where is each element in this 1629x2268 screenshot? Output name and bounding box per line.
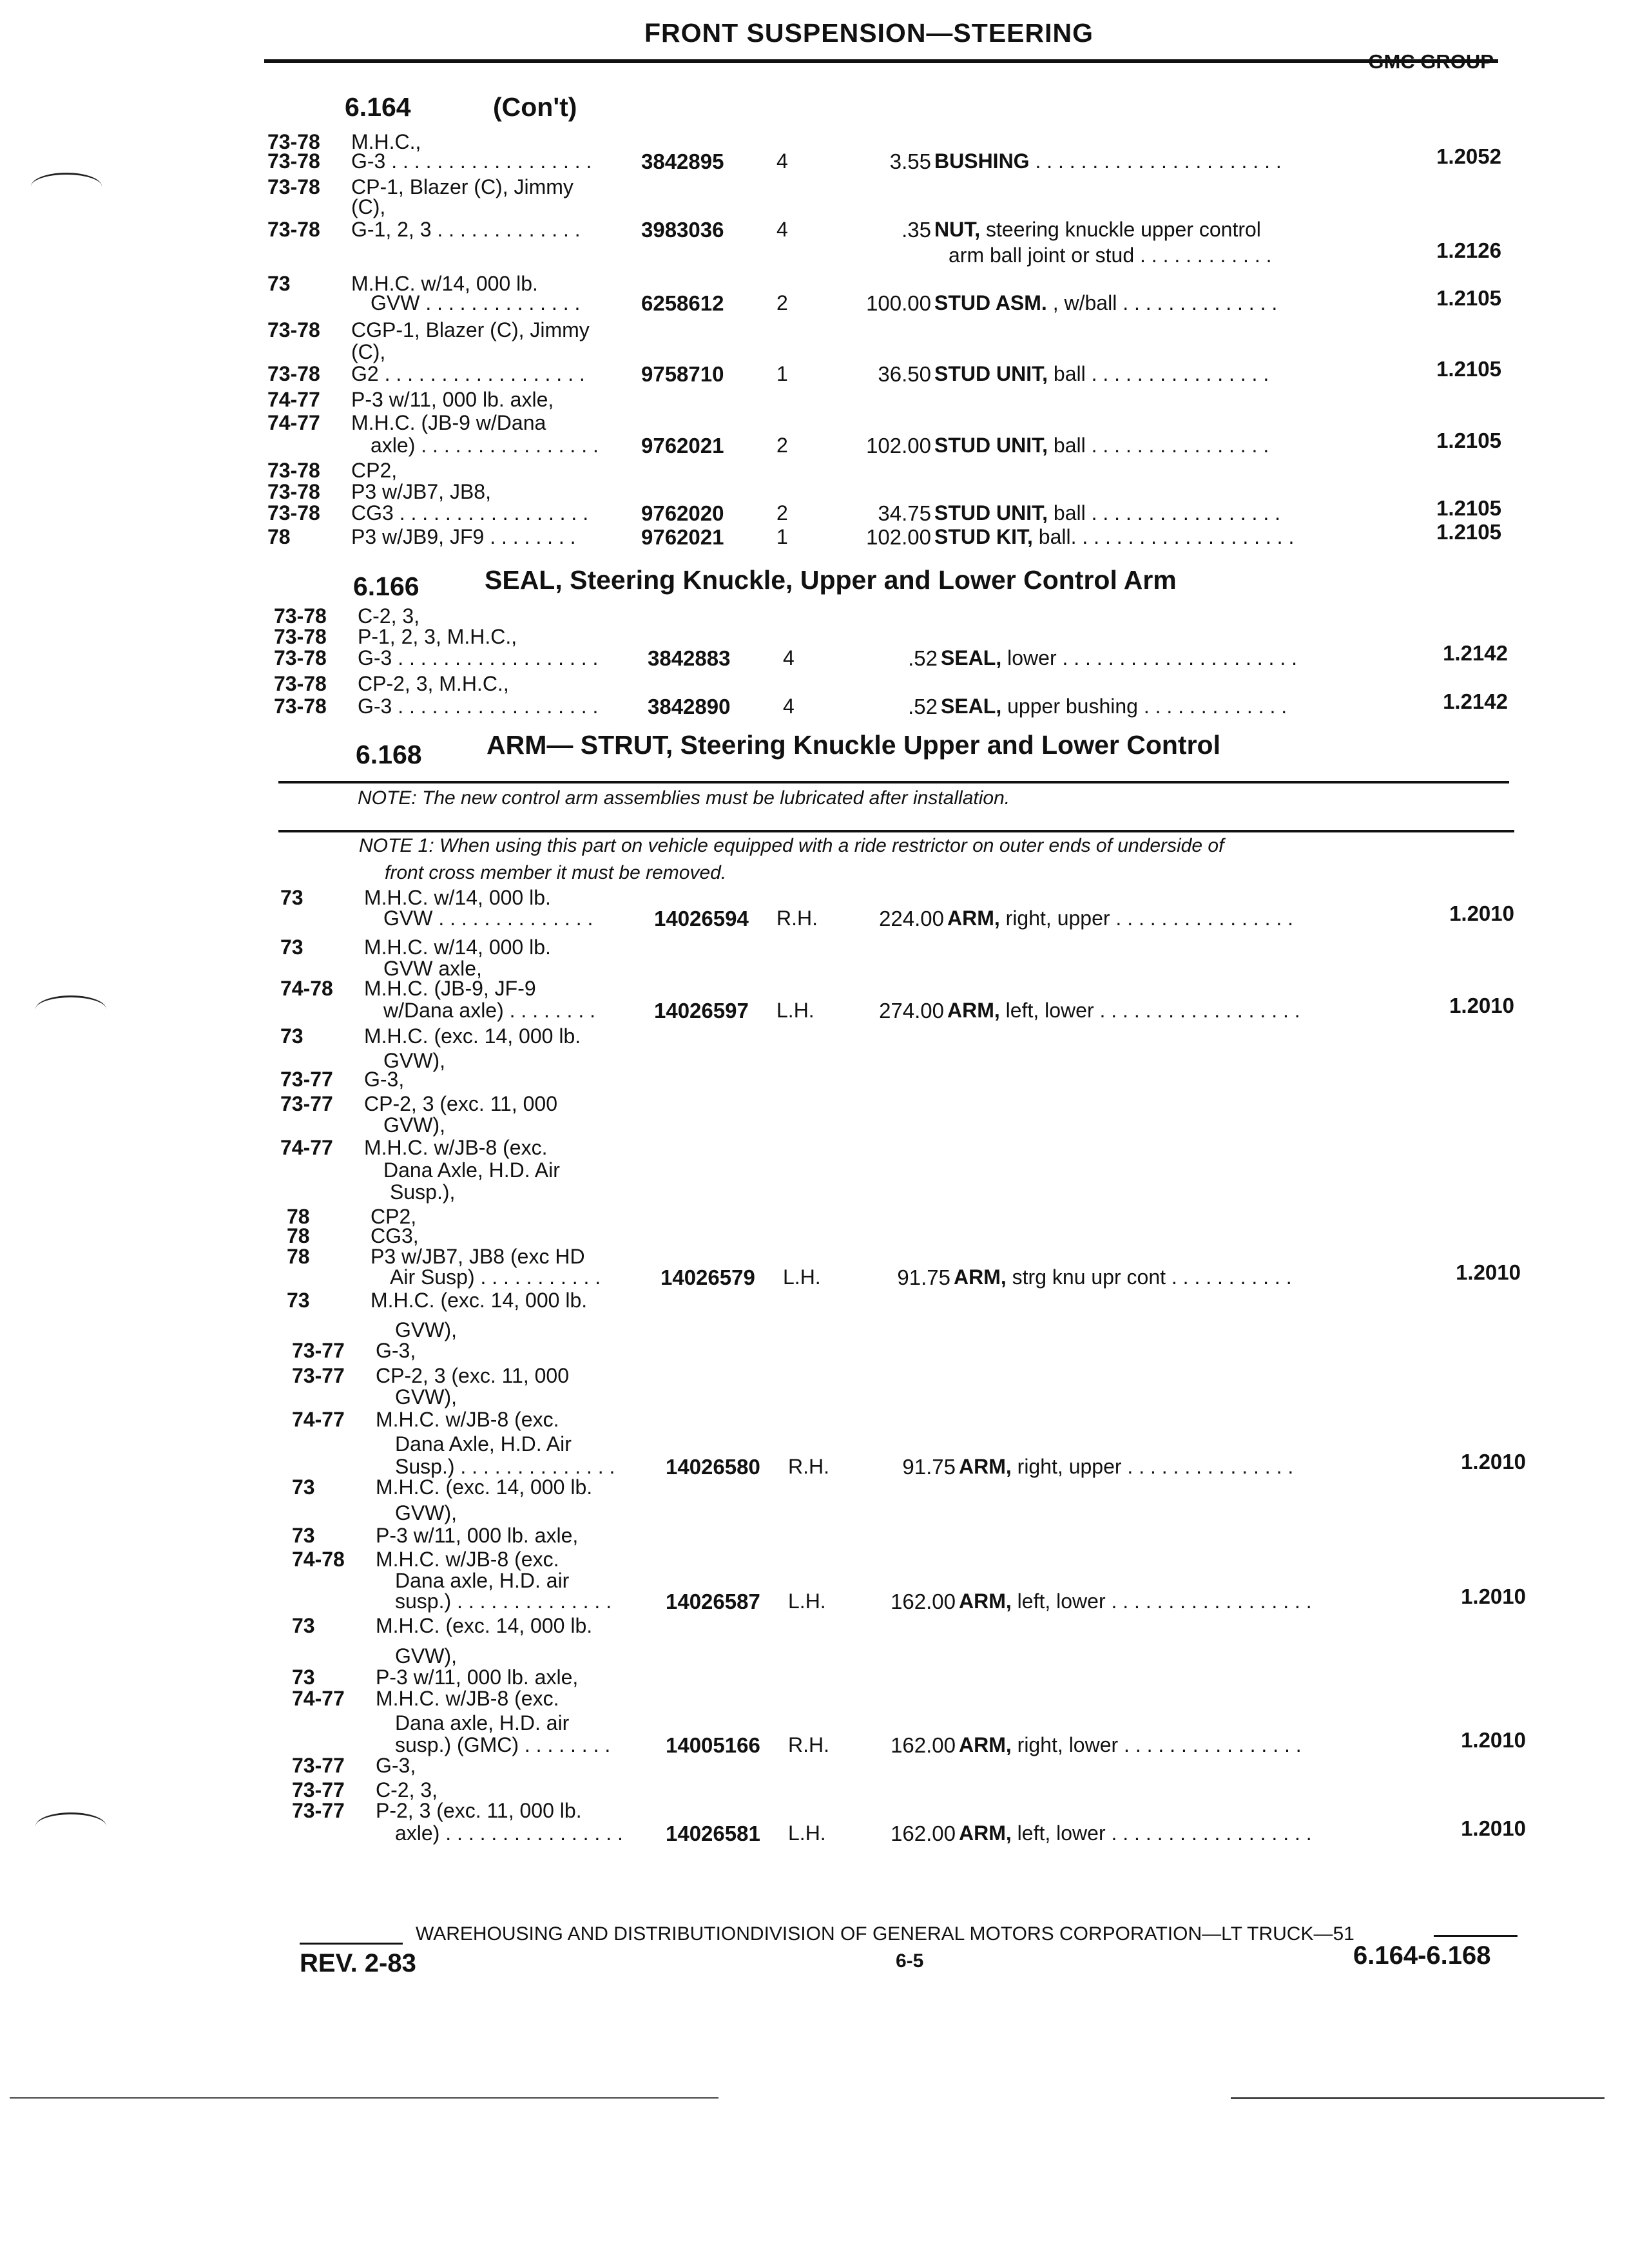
part-name-detail: right, lower . . . . . . . . . . . . . . . . xyxy=(1011,1733,1302,1756)
part-number: 14005166 xyxy=(666,1733,760,1757)
side-indicator: L.H. xyxy=(776,999,815,1022)
group-number: 1.2105 xyxy=(1436,496,1501,520)
vehicle-description: M.H.C. (exc. 14, 000 lb. xyxy=(371,1289,588,1312)
list-price: 162.00 xyxy=(891,1733,956,1757)
list-price: 162.00 xyxy=(891,1590,956,1613)
list-price: 3.55 xyxy=(889,149,931,173)
part-name-detail: right, upper . . . . . . . . . . . . . . . xyxy=(1011,1455,1294,1478)
section-number: 6.166 xyxy=(353,572,419,601)
group-number: 1.2010 xyxy=(1456,1260,1521,1284)
model-year: 73-78 xyxy=(267,501,320,524)
vehicle-description: axle) . . . . . . . . . . . . . . . . xyxy=(395,1821,623,1845)
part-number: 3983036 xyxy=(641,218,724,242)
part-name-detail: steering knuckle upper control xyxy=(980,218,1261,241)
vehicle-description: M.H.C. w/JB-8 (exc. xyxy=(376,1408,559,1431)
model-year: 73-77 xyxy=(292,1754,345,1777)
model-year: 73-77 xyxy=(280,1092,333,1115)
note-text: front cross member it must be removed. xyxy=(385,862,727,883)
model-year: 73-78 xyxy=(267,362,320,385)
model-year: 74-77 xyxy=(267,388,320,411)
vehicle-description: G-3 . . . . . . . . . . . . . . . . . . xyxy=(351,149,592,173)
part-number: 9762020 xyxy=(641,501,724,525)
side-indicator: L.H. xyxy=(788,1821,826,1845)
part-name-detail: lower . . . . . . . . . . . . . . . . . . . . . xyxy=(1001,646,1297,669)
quantity: 4 xyxy=(776,218,788,241)
part-name-detail: ball . . . . . . . . . . . . . . . . . xyxy=(1048,501,1280,524)
vehicle-description: P3 w/JB7, JB8, xyxy=(351,480,491,503)
quantity: 1 xyxy=(776,362,788,385)
part-name xyxy=(954,1265,1292,1289)
model-year: 73 xyxy=(267,272,291,295)
note-rule-bottom xyxy=(278,830,1514,832)
vehicle-description: GVW), xyxy=(395,1385,457,1408)
vehicle-description: CG3, xyxy=(371,1224,419,1247)
list-price: .35 xyxy=(901,218,931,242)
model-year: 78 xyxy=(287,1245,310,1268)
vehicle-description: G-3, xyxy=(364,1068,405,1091)
part-name xyxy=(934,149,1282,173)
vehicle-description: P-1, 2, 3, M.H.C., xyxy=(358,625,517,648)
quantity: 1 xyxy=(776,525,788,548)
model-year: 74-77 xyxy=(280,1136,333,1159)
vehicle-description: G-3, xyxy=(376,1754,416,1777)
vehicle-description: Dana axle, H.D. air xyxy=(395,1711,570,1735)
part-name-bold: STUD ASM. xyxy=(934,291,1047,314)
part-name xyxy=(934,291,1277,315)
vehicle-description: GVW), xyxy=(395,1501,457,1524)
vehicle-description: M.H.C. w/JB-8 (exc. xyxy=(376,1548,559,1571)
vehicle-description: M.H.C. (exc. 14, 000 lb. xyxy=(376,1475,593,1499)
quantity: 4 xyxy=(783,695,795,718)
vehicle-description: C-2, 3, xyxy=(358,604,420,628)
model-year: 73-78 xyxy=(267,480,320,503)
quantity: 2 xyxy=(776,501,788,524)
vehicle-description: P-3 w/11, 000 lb. axle, xyxy=(376,1524,579,1547)
list-price: 162.00 xyxy=(891,1821,956,1845)
model-year: 73-78 xyxy=(267,218,320,241)
model-year: 73-78 xyxy=(274,604,327,628)
vehicle-description: M.H.C. w/JB-8 (exc. xyxy=(376,1687,559,1710)
model-year: 73-77 xyxy=(292,1364,345,1387)
vehicle-description: susp.) (GMC) . . . . . . . . xyxy=(395,1733,611,1756)
model-year: 74-77 xyxy=(292,1408,345,1431)
part-number: 9758710 xyxy=(641,362,724,386)
part-name-detail: strg knu upr cont . . . . . . . . . . . xyxy=(1006,1265,1292,1289)
side-indicator: R.H. xyxy=(776,907,818,930)
part-name xyxy=(947,907,1293,930)
scan-edge-line xyxy=(10,2097,718,2099)
vehicle-description: M.H.C. (exc. 14, 000 lb. xyxy=(376,1614,593,1637)
group-number: 1.2010 xyxy=(1461,1728,1526,1752)
part-number: 14026594 xyxy=(654,907,749,930)
part-name-bold: SEAL, xyxy=(941,695,1002,718)
group-number: 1.2010 xyxy=(1449,994,1514,1017)
group-number: 1.2105 xyxy=(1436,357,1501,381)
vehicle-description: G-3 . . . . . . . . . . . . . . . . . . xyxy=(358,646,599,669)
list-price: 34.75 xyxy=(878,501,931,525)
side-indicator: L.H. xyxy=(788,1590,826,1613)
vehicle-description: (C), xyxy=(351,340,386,363)
group-number: 1.2126 xyxy=(1436,238,1501,262)
side-indicator: R.H. xyxy=(788,1455,829,1478)
quantity: 4 xyxy=(776,149,788,173)
part-name-bold: ARM, xyxy=(947,907,1000,930)
section-number: 6.168 xyxy=(356,740,422,769)
part-name-bold: SEAL, xyxy=(941,646,1002,669)
vehicle-description: P-3 w/11, 000 lb. axle, xyxy=(376,1666,579,1689)
part-name-bold: STUD UNIT, xyxy=(934,501,1048,524)
part-name-bold: BUSHING xyxy=(934,149,1030,173)
vehicle-description: G2 . . . . . . . . . . . . . . . . . . xyxy=(351,362,585,385)
revision: REV. 2-83 xyxy=(300,1949,416,1977)
model-year: 73-78 xyxy=(267,318,320,341)
model-year: 73-78 xyxy=(274,672,327,695)
model-year: 73 xyxy=(292,1666,315,1689)
vehicle-description: axle) . . . . . . . . . . . . . . . . xyxy=(371,434,599,457)
side-indicator: R.H. xyxy=(788,1733,829,1756)
list-price: 91.75 xyxy=(897,1265,950,1289)
part-name xyxy=(959,1733,1302,1757)
list-price: .52 xyxy=(908,695,938,718)
vehicle-description: P3 w/JB7, JB8 (exc HD xyxy=(371,1245,585,1268)
part-name-bold: ARM, xyxy=(959,1821,1012,1845)
vehicle-description: CP2, xyxy=(351,459,398,482)
quantity: 2 xyxy=(776,291,788,314)
vehicle-description: M.H.C. (JB-9 w/Dana xyxy=(351,411,546,434)
part-name-detail: left, lower . . . . . . . . . . . . . . . . . . xyxy=(1011,1590,1312,1613)
vehicle-description: M.H.C. (exc. 14, 000 lb. xyxy=(364,1024,581,1048)
list-price: 91.75 xyxy=(902,1455,956,1479)
vehicle-description: CP-2, 3, M.H.C., xyxy=(358,672,509,695)
part-number: 3842883 xyxy=(648,646,731,670)
binder-mark xyxy=(35,995,106,1023)
part-number: 3842890 xyxy=(648,695,731,718)
model-year: 73-78 xyxy=(267,175,320,198)
model-year: 73-77 xyxy=(292,1339,345,1362)
footer-rule-left xyxy=(300,1943,403,1945)
part-name xyxy=(941,646,1297,670)
part-name-detail: left, lower . . . . . . . . . . . . . . . . . . xyxy=(999,999,1300,1022)
vehicle-description: CP-2, 3 (exc. 11, 000 xyxy=(364,1092,557,1115)
part-name-bold: ARM, xyxy=(959,1455,1012,1478)
model-year: 74-77 xyxy=(292,1687,345,1710)
part-number: 14026587 xyxy=(666,1590,760,1613)
model-year: 73-78 xyxy=(274,646,327,669)
vehicle-description: M.H.C. (JB-9, JF-9 xyxy=(364,977,536,1000)
vehicle-description: Dana axle, H.D. air xyxy=(395,1569,570,1592)
vehicle-description: M.H.C. w/14, 000 lb. xyxy=(364,886,551,909)
vehicle-description: M.H.C. w/14, 000 lb. xyxy=(351,272,538,295)
part-name-detail: ball. . . . . . . . . . . . . . . . . . . . xyxy=(1032,525,1295,548)
vehicle-description: (C), xyxy=(351,195,386,218)
model-year: 73-77 xyxy=(292,1799,345,1822)
vehicle-description: Susp.), xyxy=(390,1180,456,1204)
vehicle-description: Susp.) . . . . . . . . . . . . . . xyxy=(395,1455,615,1478)
vehicle-description: G-1, 2, 3 . . . . . . . . . . . . . xyxy=(351,218,581,241)
vehicle-description: M.H.C. w/JB-8 (exc. xyxy=(364,1136,548,1159)
part-name-bold: ARM, xyxy=(959,1733,1012,1756)
model-year: 78 xyxy=(287,1205,310,1228)
part-name xyxy=(959,1821,1312,1845)
part-name-bold: STUD UNIT, xyxy=(934,362,1048,385)
vehicle-description: CG3 . . . . . . . . . . . . . . . . . xyxy=(351,501,589,524)
group-label: GMC GROUP xyxy=(1368,50,1494,73)
group-number: 1.2010 xyxy=(1449,901,1514,925)
group-number: 1.2142 xyxy=(1443,689,1508,713)
model-year: 78 xyxy=(267,525,291,548)
part-name-detail: ball . . . . . . . . . . . . . . . . xyxy=(1048,434,1269,457)
note-text: NOTE 1: When using this part on vehicle equipped with a ride restrictor on outer ends of underside of xyxy=(359,835,1224,856)
part-name xyxy=(934,501,1280,525)
part-name-bold: NUT, xyxy=(934,218,981,241)
header-rule xyxy=(264,59,1498,63)
vehicle-description: M.H.C. w/14, 000 lb. xyxy=(364,936,551,959)
group-number: 1.2105 xyxy=(1436,286,1501,310)
vehicle-description: CP-1, Blazer (C), Jimmy xyxy=(351,175,574,198)
model-year: 73 xyxy=(280,886,304,909)
part-name-detail: right, upper . . . . . . . . . . . . . . . . xyxy=(999,907,1294,930)
model-year: 74-78 xyxy=(280,977,333,1000)
part-name-bold: STUD KIT, xyxy=(934,525,1033,548)
part-name-detail: upper bushing . . . . . . . . . . . . . xyxy=(1001,695,1287,718)
section-title: ARM— STRUT, Steering Knuckle Upper and Lower Control xyxy=(487,730,1220,760)
vehicle-description: CP2, xyxy=(371,1205,417,1228)
footer-rule-right xyxy=(1434,1935,1518,1937)
part-name-bold: STUD UNIT, xyxy=(934,434,1048,457)
list-price: 100.00 xyxy=(866,291,931,315)
model-year: 73 xyxy=(292,1524,315,1547)
model-year: 73 xyxy=(287,1289,310,1312)
part-name-detail: . . . . . . . . . . . . . . . . . . . . . . xyxy=(1029,149,1282,173)
section-title: (Con't) xyxy=(493,92,577,122)
group-number: 1.2142 xyxy=(1443,641,1508,665)
note-text: NOTE: The new control arm assemblies must be lubricated after installation. xyxy=(358,787,1010,809)
part-number: 14026579 xyxy=(660,1265,755,1289)
page-number: 6-5 xyxy=(896,1950,924,1972)
part-name xyxy=(959,1590,1312,1613)
vehicle-description: P-3 w/11, 000 lb. axle, xyxy=(351,388,554,411)
part-name xyxy=(941,695,1287,718)
part-number: 9762021 xyxy=(641,525,724,549)
page-title: FRONT SUSPENSION—STEERING xyxy=(644,18,1094,48)
model-year: 73-78 xyxy=(274,625,327,648)
model-year: 74-77 xyxy=(267,411,320,434)
side-indicator: L.H. xyxy=(783,1265,821,1289)
part-number: 3842895 xyxy=(641,149,724,173)
vehicle-description: G-3, xyxy=(376,1339,416,1362)
section-range: 6.164-6.168 xyxy=(1353,1941,1491,1970)
vehicle-description: CP-2, 3 (exc. 11, 000 xyxy=(376,1364,569,1387)
list-price: 102.00 xyxy=(866,434,931,457)
list-price: 224.00 xyxy=(879,907,944,930)
part-name-bold: ARM, xyxy=(947,999,1000,1022)
vehicle-description: P3 w/JB9, JF9 . . . . . . . . xyxy=(351,525,576,548)
part-name-bold: ARM, xyxy=(954,1265,1007,1289)
group-number: 1.2010 xyxy=(1461,1816,1526,1840)
list-price: 36.50 xyxy=(878,362,931,386)
quantity: 4 xyxy=(783,646,795,669)
vehicle-description: w/Dana axle) . . . . . . . . xyxy=(383,999,595,1022)
vehicle-description: C-2, 3, xyxy=(376,1778,438,1802)
vehicle-description: G-3 . . . . . . . . . . . . . . . . . . xyxy=(358,695,599,718)
part-name-bold: ARM, xyxy=(959,1590,1012,1613)
vehicle-description: M.H.C., xyxy=(351,130,421,153)
part-number: 14026580 xyxy=(666,1455,760,1479)
model-year: 73-78 xyxy=(267,459,320,482)
vehicle-description: GVW . . . . . . . . . . . . . . xyxy=(383,907,593,930)
model-year: 73-78 xyxy=(274,695,327,718)
model-year: 73-78 xyxy=(267,130,320,153)
part-number: 14026597 xyxy=(654,999,749,1023)
vehicle-description: GVW . . . . . . . . . . . . . . xyxy=(371,291,581,314)
model-year: 73-77 xyxy=(280,1068,333,1091)
model-year: 73 xyxy=(292,1475,315,1499)
vehicle-description: Dana Axle, H.D. Air xyxy=(395,1432,572,1456)
part-name xyxy=(934,525,1294,549)
vehicle-description: GVW), xyxy=(383,1113,445,1137)
model-year: 73 xyxy=(280,1024,304,1048)
list-price: 274.00 xyxy=(879,999,944,1023)
vehicle-description: GVW), xyxy=(383,1049,445,1072)
section-title: SEAL, Steering Knuckle, Upper and Lower Control Arm xyxy=(485,565,1177,595)
scan-edge-line xyxy=(1231,2097,1605,2099)
vehicle-description: GVW axle, xyxy=(383,957,482,980)
vehicle-description: Dana Axle, H.D. Air xyxy=(383,1158,560,1182)
vehicle-description: Air Susp) . . . . . . . . . . . xyxy=(390,1265,601,1289)
part-number: 9762021 xyxy=(641,434,724,457)
group-number: 1.2010 xyxy=(1461,1450,1526,1474)
group-number: 1.2105 xyxy=(1436,520,1501,544)
part-name xyxy=(934,362,1269,386)
part-name xyxy=(949,244,1272,267)
vehicle-description: susp.) . . . . . . . . . . . . . . xyxy=(395,1590,612,1613)
model-year: 73 xyxy=(292,1614,315,1637)
list-price: .52 xyxy=(908,646,938,670)
model-year: 78 xyxy=(287,1224,310,1247)
section-number: 6.164 xyxy=(345,92,411,122)
vehicle-description: GVW), xyxy=(395,1318,457,1341)
vehicle-description: CGP-1, Blazer (C), Jimmy xyxy=(351,318,590,341)
note-rule-top xyxy=(278,781,1509,783)
list-price: 102.00 xyxy=(866,525,931,549)
part-name-detail: left, lower . . . . . . . . . . . . . . . . . . xyxy=(1011,1821,1312,1845)
part-number: 14026581 xyxy=(666,1821,760,1845)
group-number: 1.2010 xyxy=(1461,1584,1526,1608)
model-year: 73-78 xyxy=(267,149,320,173)
group-number: 1.2105 xyxy=(1436,428,1501,452)
part-name xyxy=(934,218,1261,242)
model-year: 74-78 xyxy=(292,1548,345,1571)
model-year: 73 xyxy=(280,936,304,959)
part-name-detail: arm ball joint or stud . . . . . . . . . . . . xyxy=(949,244,1272,267)
binder-mark xyxy=(31,173,102,200)
footer-division: WAREHOUSING AND DISTRIBUTIONDIVISION OF GENERAL MOTORS CORPORATION—LT TRUCK—51 xyxy=(416,1923,1354,1945)
part-name xyxy=(959,1455,1293,1479)
part-name xyxy=(947,999,1300,1023)
group-number: 1.2052 xyxy=(1436,144,1501,168)
part-name xyxy=(934,434,1269,457)
part-number: 6258612 xyxy=(641,291,724,315)
vehicle-description: GVW), xyxy=(395,1644,457,1667)
quantity: 2 xyxy=(776,434,788,457)
binder-mark xyxy=(35,1812,106,1840)
vehicle-description: P-2, 3 (exc. 11, 000 lb. xyxy=(376,1799,582,1822)
model-year: 73-77 xyxy=(292,1778,345,1802)
part-name-detail: ball . . . . . . . . . . . . . . . . xyxy=(1048,362,1269,385)
part-name-detail: , w/ball . . . . . . . . . . . . . . xyxy=(1046,291,1278,314)
